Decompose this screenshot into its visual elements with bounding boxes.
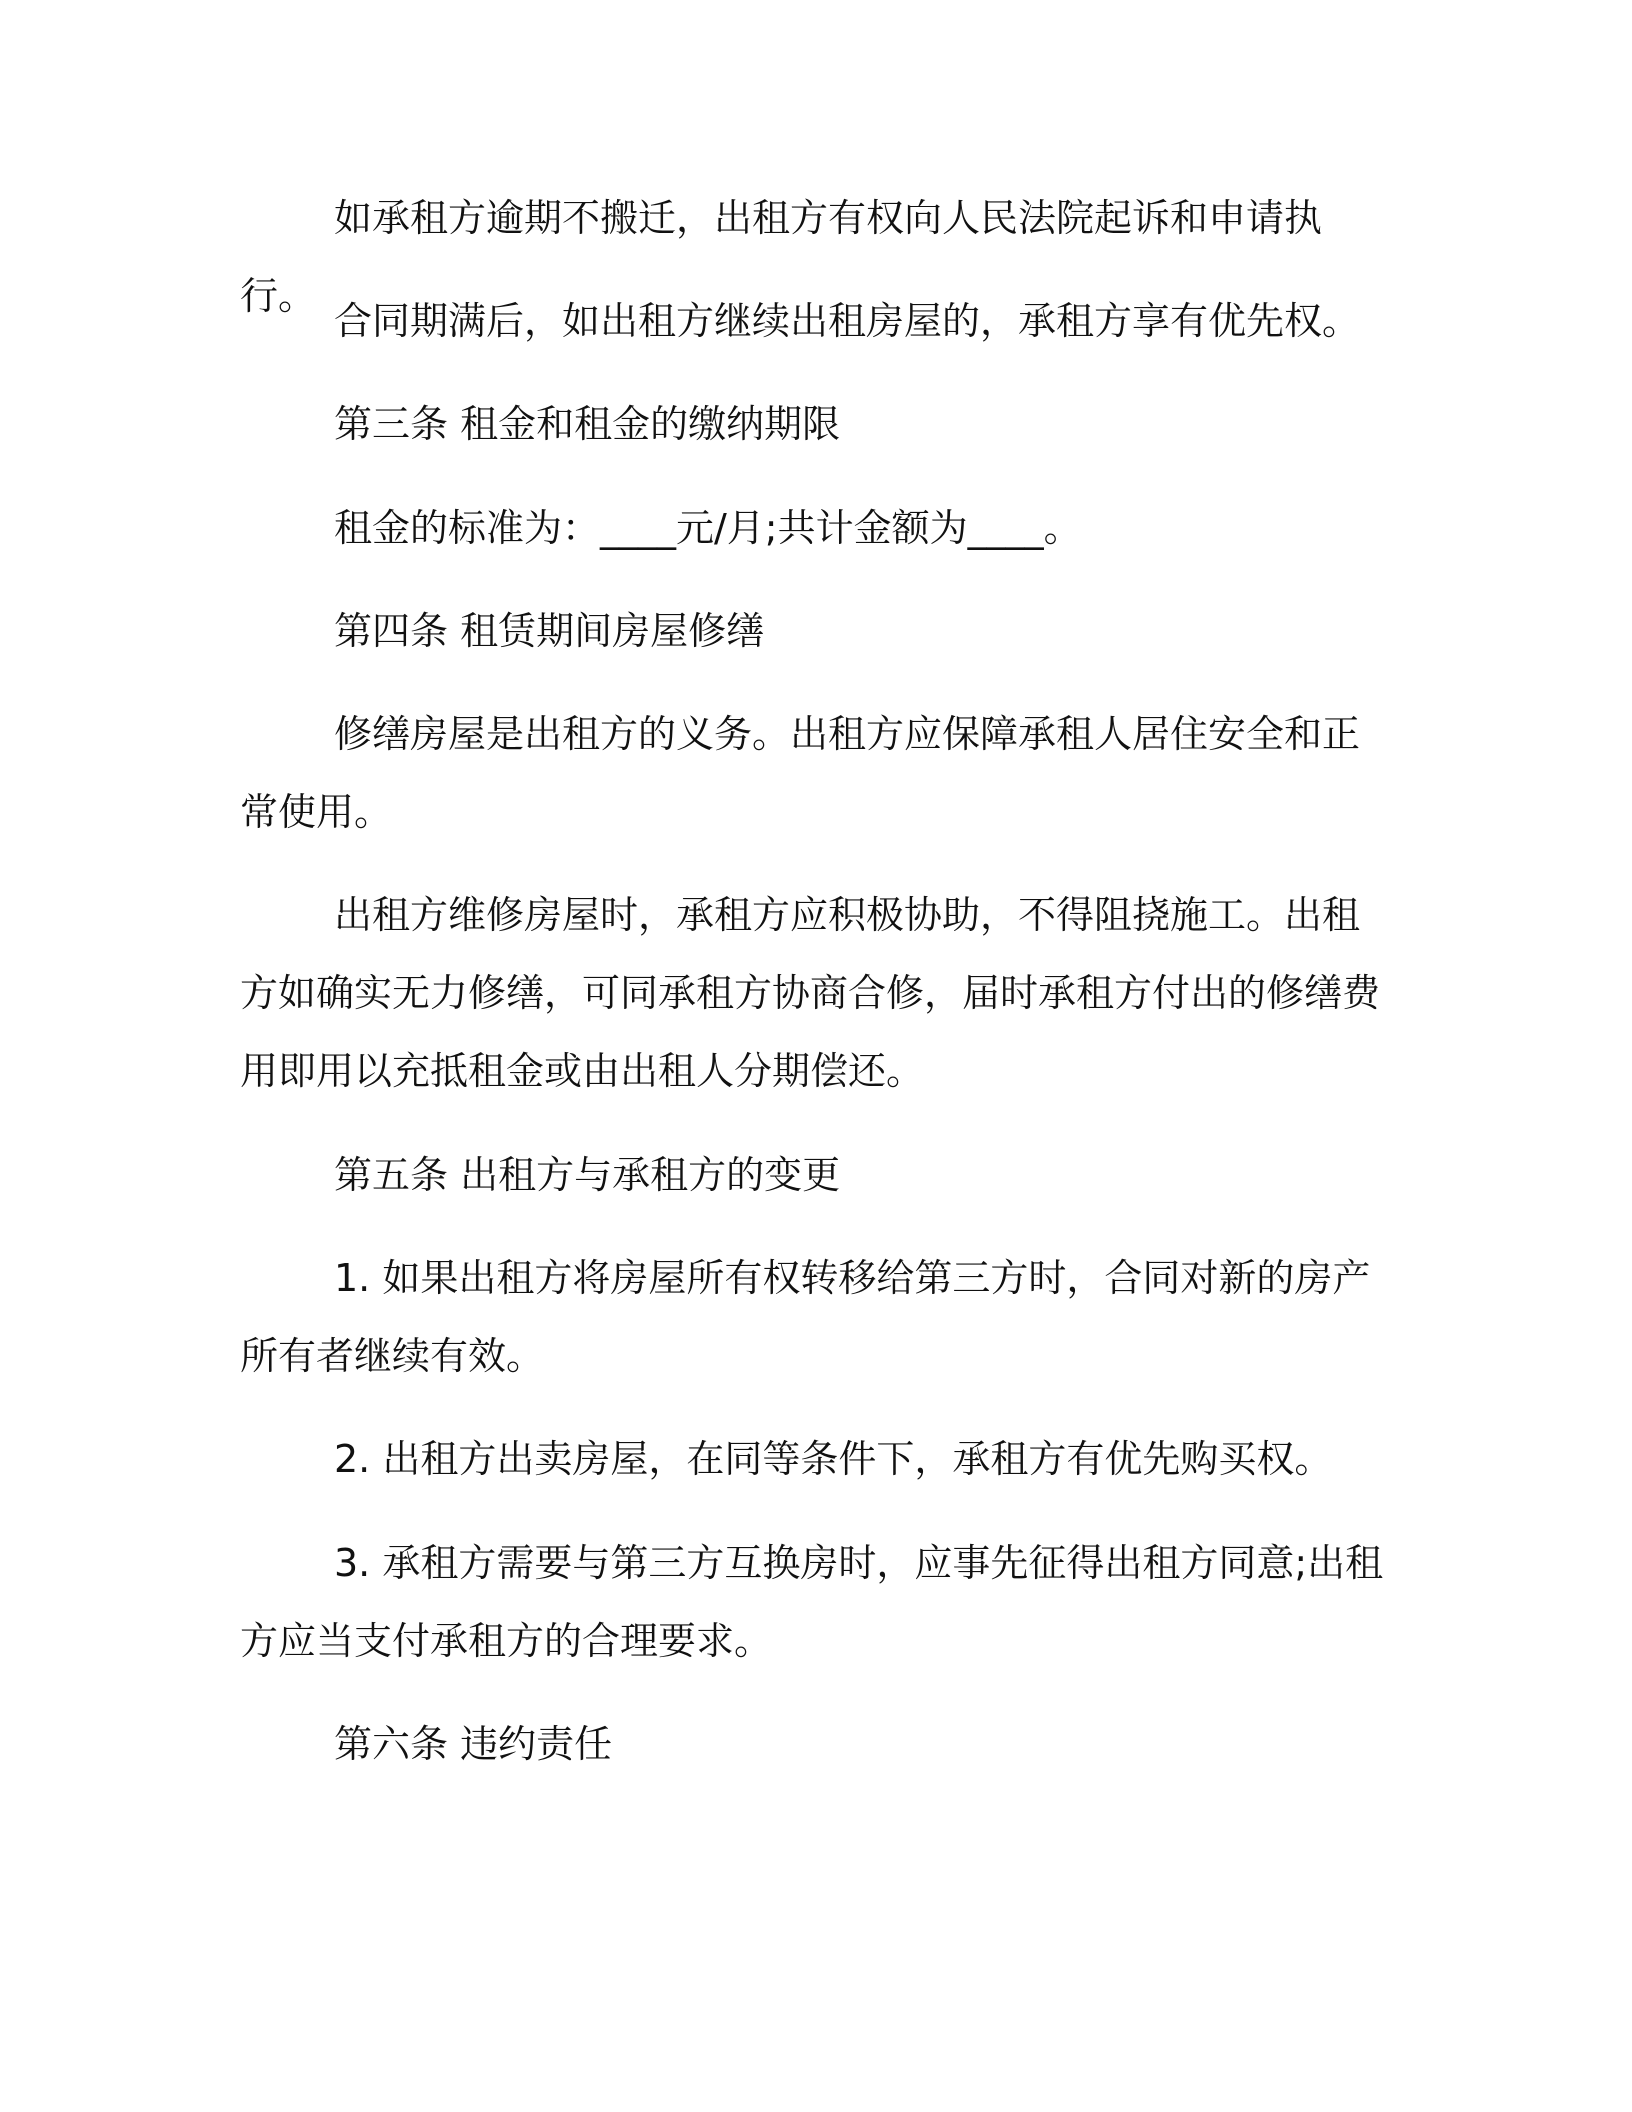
list-item-3: 3. 承租方需要与第三方互换房时，应事先征得出租方同意;出租方应当支付承租方的合理要求。 <box>240 1541 1384 1663</box>
list-item-1: 1. 如果出租方将房屋所有权转移给第三方时，合同对新的房产所有者继续有效。 <box>240 1256 1371 1378</box>
paragraph-priority-renewal: 合同期满后，如出租方继续出租房屋的，承租方享有优先权。 <box>334 299 1361 343</box>
heading-article-3: 第三条 租金和租金的缴纳期限 <box>334 402 841 446</box>
paragraph-repair-duty: 修缮房屋是出租方的义务。出租方应保障承租人居住安全和正常使用。 <box>240 712 1361 834</box>
heading-article-6: 第六条 违约责任 <box>334 1722 613 1766</box>
paragraph-repair-cooperation: 出租方维修房屋时，承租方应积极协助，不得阻挠施工。出租方如确实无力修缮，可同承租方协商合修，届时承租方付出的修缮费用即用以充抵租金或由出租人分期偿还。 <box>240 893 1381 1093</box>
heading-article-5: 第五条 出租方与承租方的变更 <box>334 1153 841 1197</box>
paragraph-rent-standard: 租金的标准为：____元/月;共计金额为____。 <box>334 506 1082 550</box>
paragraph-eviction-lawsuit: 如承租方逾期不搬迁，出租方有权向人民法院起诉和申请执行。 <box>240 196 1323 318</box>
list-item-2: 2. 出租方出卖房屋，在同等条件下，承租方有优先购买权。 <box>334 1437 1333 1481</box>
heading-article-4: 第四条 租赁期间房屋修缮 <box>334 609 765 653</box>
